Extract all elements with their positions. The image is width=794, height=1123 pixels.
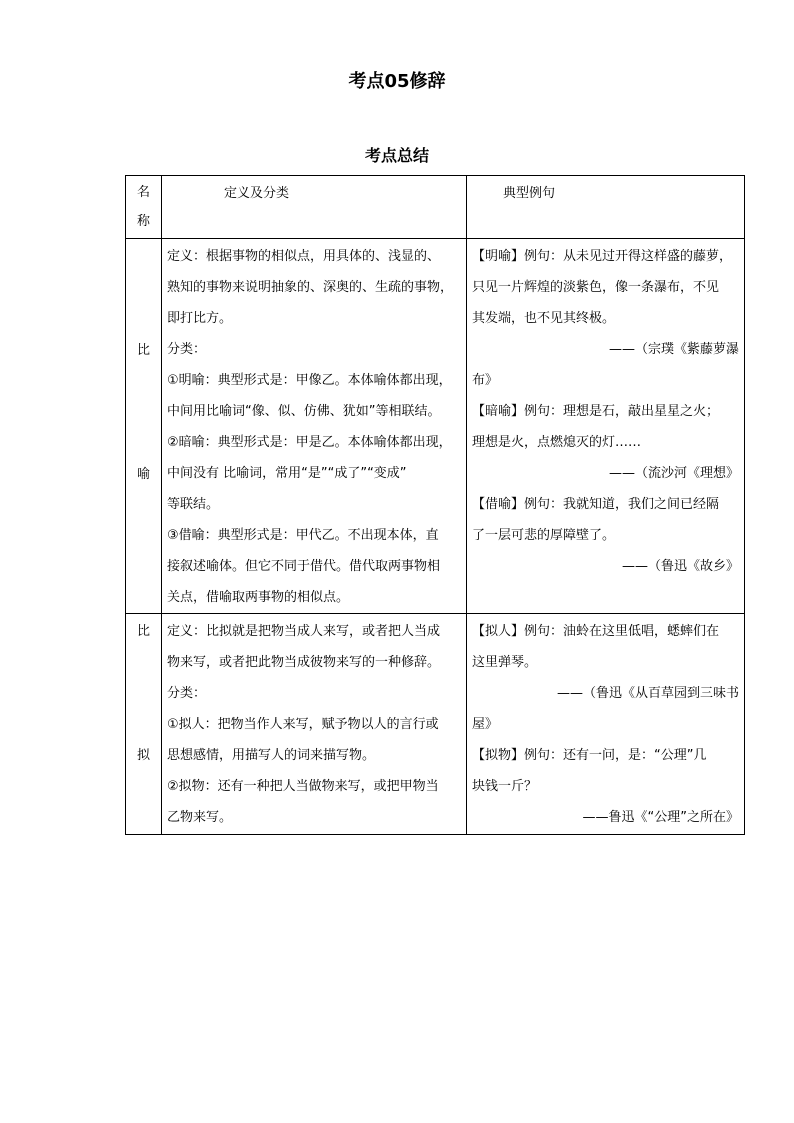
definition-line: 等联结。 <box>167 497 220 512</box>
definition-line: 分类： <box>167 686 207 701</box>
definition-cell <box>162 239 467 614</box>
header-definition-cell: 定义及分类 <box>162 176 467 239</box>
definition-line: 关点，借喻取两事物的相似点。 <box>167 590 350 605</box>
table-header-row <box>126 176 745 239</box>
row-name-cell <box>126 614 162 835</box>
example-line: 只见一片辉煌的淡紫色，像一条瀑布，不见 <box>472 280 720 295</box>
example-source: ——（流沙河《理想》 <box>608 466 739 481</box>
row-name-char1: 比 <box>136 343 150 358</box>
example-source: ——（鲁迅《故乡》 <box>621 559 739 574</box>
definition-line: 分类： <box>167 342 207 357</box>
header-name-cell <box>126 176 162 239</box>
example-cell <box>467 614 745 835</box>
definition-line: 思想感情，用描写人的词来描写物。 <box>167 748 376 763</box>
table-row-simile <box>126 239 745 614</box>
example-line: 【暗喻】例句：理想是石，敲出星星之火； <box>472 404 720 419</box>
definition-line: 中间用比喻词“像、似、仿佛、犹如”等相联结。 <box>167 404 441 419</box>
row-name-char2: 拟 <box>136 748 150 763</box>
header-example-cell: 典型例句 <box>467 176 745 239</box>
definition-line: 即打比方。 <box>167 311 233 326</box>
example-source: ——（鲁迅《从百草园到三味书 <box>556 686 739 701</box>
definition-line: ②拟物：还有一种把人当做物来写，或把甲物当 <box>167 779 439 794</box>
header-name-line1: 名 <box>136 185 150 200</box>
definition-line: 物来写，或者把此物当成彼物来写的一种修辞。 <box>167 655 441 670</box>
example-source-cont: 布》 <box>472 373 499 388</box>
document-title: 考点05修辞 <box>348 71 446 92</box>
definition-line: ②暗喻：典型形式是：甲是乙。本体喻体都出现， <box>167 435 452 450</box>
definition-line: ③借喻：典型形式是：甲代乙。不出现本体，直 <box>167 528 439 543</box>
summary-table <box>125 175 745 835</box>
example-line: 其发端，也不见其终极。 <box>472 311 616 326</box>
definition-line: ①拟人：把物当作人来写，赋予物以人的言行或 <box>167 717 439 732</box>
definition-line: 定义：比拟就是把物当成人来写，或者把人当成 <box>167 624 441 639</box>
example-cell <box>467 239 745 614</box>
definition-line: 接叙述喻体。但它不同于借代。借代取两事物相 <box>167 559 441 574</box>
table-row-personification <box>126 614 745 835</box>
definition-line: 熟知的事物来说明抽象的、深奥的、生疏的事物， <box>167 280 454 295</box>
definition-line: ①明喻：典型形式是：甲像乙。本体喻体都出现， <box>167 373 452 388</box>
definition-line: 定义：根据事物的相似点，用具体的、浅显的、 <box>167 249 441 264</box>
section-title: 考点总结 <box>364 146 429 165</box>
example-source: ——鲁迅《“公理”之所在》 <box>582 810 739 825</box>
row-name-char2: 喻 <box>136 467 150 482</box>
definition-line: 中间没有 比喻词，常用“是”“成了”“变成” <box>167 466 407 481</box>
definition-cell <box>162 614 467 835</box>
example-line: 块钱一斤？ <box>472 779 538 794</box>
example-source-cont: 屋》 <box>472 717 499 732</box>
example-line: 【拟人】例句：油蛉在这里低唱，蟋蟀们在 <box>472 624 720 639</box>
row-name-char1: 比 <box>136 624 150 639</box>
example-line: 【借喻】例句：我就知道，我们之间已经隔 <box>472 497 720 512</box>
example-line: 【明喻】例句：从未见过开得这样盛的藤萝， <box>472 249 733 264</box>
row-name-cell <box>126 239 162 614</box>
definition-line: 乙物来写。 <box>167 810 233 825</box>
example-line: 了一层可悲的厚障壁了。 <box>472 528 616 543</box>
header-name-line2: 称 <box>136 214 150 229</box>
example-source: ——（宗璞《紫藤萝瀑 <box>608 342 739 357</box>
example-line: 【拟物】例句：还有一问，是：“公理”几 <box>472 748 707 763</box>
example-line: 这里弹琴。 <box>472 655 538 670</box>
example-line: 理想是火，点燃熄灭的灯…… <box>472 435 642 450</box>
